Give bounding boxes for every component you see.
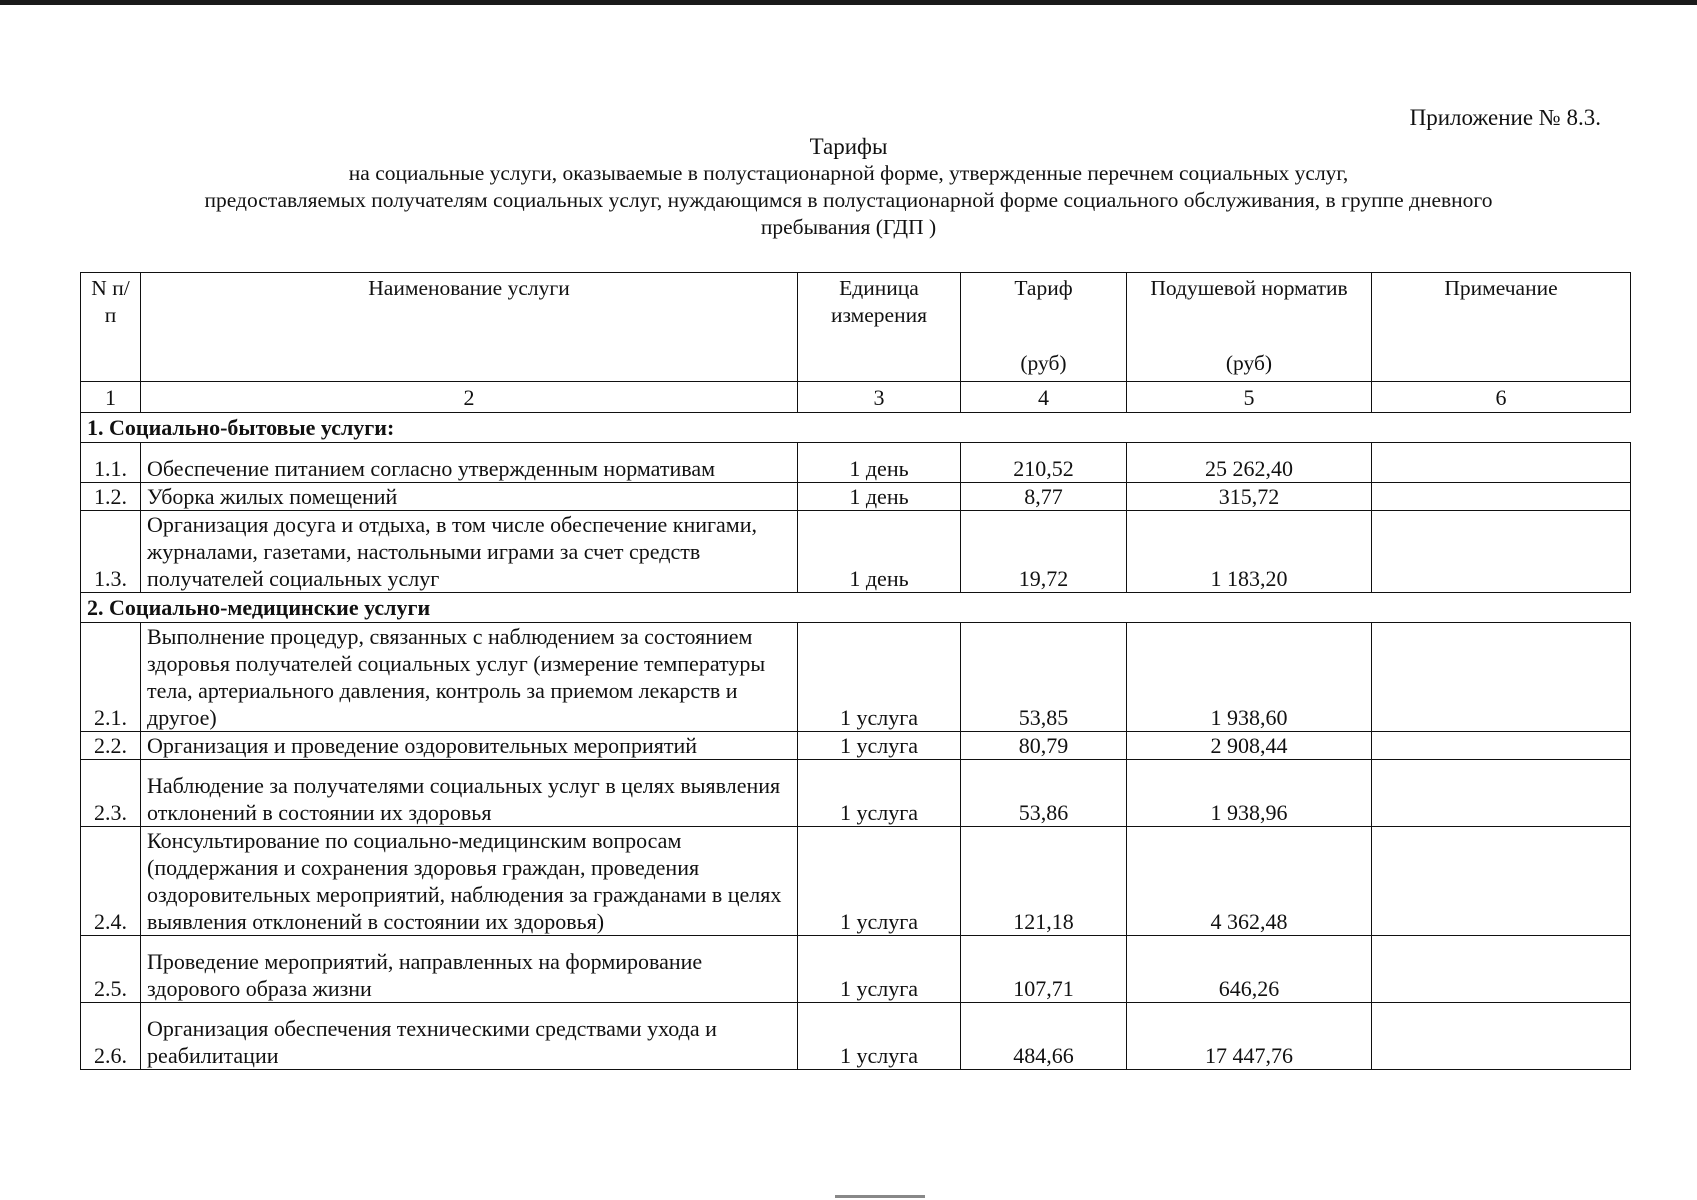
header-norm xyxy=(1127,273,1372,382)
section-title: 1. Социально-бытовые услуги: xyxy=(81,413,1631,443)
table-row xyxy=(81,936,1631,1003)
tariff-value: 53,86 xyxy=(961,760,1127,827)
per-capita-norm: 1 183,20 xyxy=(1127,511,1372,593)
col-number-5: 5 xyxy=(1127,382,1372,413)
header-tariff-label: Тариф xyxy=(1014,276,1073,300)
row-number: 1.3. xyxy=(81,511,141,593)
table-row xyxy=(81,827,1631,936)
note-cell xyxy=(1372,623,1631,732)
row-number: 2.2. xyxy=(81,732,141,760)
header-norm-unit: (руб) xyxy=(1225,351,1273,375)
table-row xyxy=(81,511,1631,593)
row-number: 2.4. xyxy=(81,827,141,936)
row-number: 2.1. xyxy=(81,623,141,732)
note-cell xyxy=(1372,1003,1631,1070)
row-number: 2.3. xyxy=(81,760,141,827)
table-row xyxy=(81,483,1631,511)
unit-of-measure: 1 услуга xyxy=(798,623,961,732)
col-number-1: 1 xyxy=(81,382,141,413)
service-name: Наблюдение за получателями социальных услуг в целях выявления отклонений в состоянии их здоровья xyxy=(141,760,798,827)
section-title: 2. Социально-медицинские услуги xyxy=(81,593,1631,623)
section-header-row xyxy=(81,413,1631,443)
col-number-2: 2 xyxy=(141,382,798,413)
note-cell xyxy=(1372,732,1631,760)
row-number: 2.5. xyxy=(81,936,141,1003)
unit-of-measure: 1 услуга xyxy=(798,1003,961,1070)
row-number: 1.1. xyxy=(81,443,141,483)
per-capita-norm: 1 938,60 xyxy=(1127,623,1372,732)
scan-top-border xyxy=(0,0,1697,5)
service-name: Организация обеспечения техническими средствами ухода и реабилитации xyxy=(141,1003,798,1070)
col-number-3: 3 xyxy=(798,382,961,413)
per-capita-norm: 17 447,76 xyxy=(1127,1003,1372,1070)
tariff-value: 19,72 xyxy=(961,511,1127,593)
header-note: Примечание xyxy=(1372,273,1631,382)
note-cell xyxy=(1372,827,1631,936)
column-number-row xyxy=(81,382,1631,413)
service-name: Организация и проведение оздоровительных мероприятий xyxy=(141,732,798,760)
header-tariff-unit: (руб) xyxy=(1020,351,1067,375)
appendix-label: Приложение № 8.3. xyxy=(1409,105,1601,130)
header-tariff xyxy=(961,273,1127,382)
table-row xyxy=(81,732,1631,760)
unit-of-measure: 1 услуга xyxy=(798,732,961,760)
table-row xyxy=(81,623,1631,732)
tariff-value: 53,85 xyxy=(961,623,1127,732)
service-name: Обеспечение питанием согласно утвержденным нормативам xyxy=(141,443,798,483)
tariffs-table xyxy=(80,272,1631,1070)
service-name: Уборка жилых помещений xyxy=(141,483,798,511)
service-name: Организация досуга и отдыха, в том числе обеспечение книгами, журналами, газетами, настольными играми за счет средств получателей социальных услуг xyxy=(141,511,798,593)
document-title: Тарифы xyxy=(809,134,888,159)
service-name: Консультирование по социально-медицинским вопросам (поддержания и сохранения здоровья граждан, проведения оздоровительных мероприятий, наблюдения за гражданами в целях выявления отклонений в состоянии их здоровья) xyxy=(141,827,798,936)
tariff-value: 484,66 xyxy=(961,1003,1127,1070)
note-cell xyxy=(1372,443,1631,483)
per-capita-norm: 646,26 xyxy=(1127,936,1372,1003)
header-unit: Единица измерения xyxy=(798,273,961,382)
table-row xyxy=(81,760,1631,827)
unit-of-measure: 1 день xyxy=(798,483,961,511)
col-number-6: 6 xyxy=(1372,382,1631,413)
per-capita-norm: 25 262,40 xyxy=(1127,443,1372,483)
header-name: Наименование услуги xyxy=(141,273,798,382)
tariff-value: 210,52 xyxy=(961,443,1127,483)
per-capita-norm: 1 938,96 xyxy=(1127,760,1372,827)
unit-of-measure: 1 день xyxy=(798,443,961,483)
heading-line-2: предоставляемых получателям социальных услуг, нуждающимся в полустационарной форме социального обслуживания, в группе дневного xyxy=(204,188,1493,212)
per-capita-norm: 2 908,44 xyxy=(1127,732,1372,760)
document-heading xyxy=(100,133,1597,241)
header-norm-label: Подушевой норматив xyxy=(1150,276,1348,300)
unit-of-measure: 1 услуга xyxy=(798,827,961,936)
heading-line-3: пребывания (ГДП ) xyxy=(760,215,937,239)
section-header-row xyxy=(81,593,1631,623)
header-num: N п/п xyxy=(81,273,141,382)
table-row xyxy=(81,1003,1631,1070)
unit-of-measure: 1 день xyxy=(798,511,961,593)
note-cell xyxy=(1372,511,1631,593)
service-name: Проведение мероприятий, направленных на формирование здорового образа жизни xyxy=(141,936,798,1003)
unit-of-measure: 1 услуга xyxy=(798,760,961,827)
per-capita-norm: 4 362,48 xyxy=(1127,827,1372,936)
per-capita-norm: 315,72 xyxy=(1127,483,1372,511)
service-name: Выполнение процедур, связанных с наблюдением за состоянием здоровья получателей социальных услуг (измерение температуры тела, артериального давления, контроль за приемом лекарств и другое) xyxy=(141,623,798,732)
scan-bottom-mark xyxy=(835,1195,925,1198)
table-header-row xyxy=(81,273,1631,382)
tariff-value: 121,18 xyxy=(961,827,1127,936)
row-number: 1.2. xyxy=(81,483,141,511)
note-cell xyxy=(1372,936,1631,1003)
tariff-value: 80,79 xyxy=(961,732,1127,760)
tariff-value: 107,71 xyxy=(961,936,1127,1003)
row-number: 2.6. xyxy=(81,1003,141,1070)
table-row xyxy=(81,443,1631,483)
note-cell xyxy=(1372,483,1631,511)
col-number-4: 4 xyxy=(961,382,1127,413)
heading-line-1: на социальные услуги, оказываемые в полустационарной форме, утвержденные перечнем социальных услуг, xyxy=(348,161,1349,185)
tariff-value: 8,77 xyxy=(961,483,1127,511)
note-cell xyxy=(1372,760,1631,827)
unit-of-measure: 1 услуга xyxy=(798,936,961,1003)
